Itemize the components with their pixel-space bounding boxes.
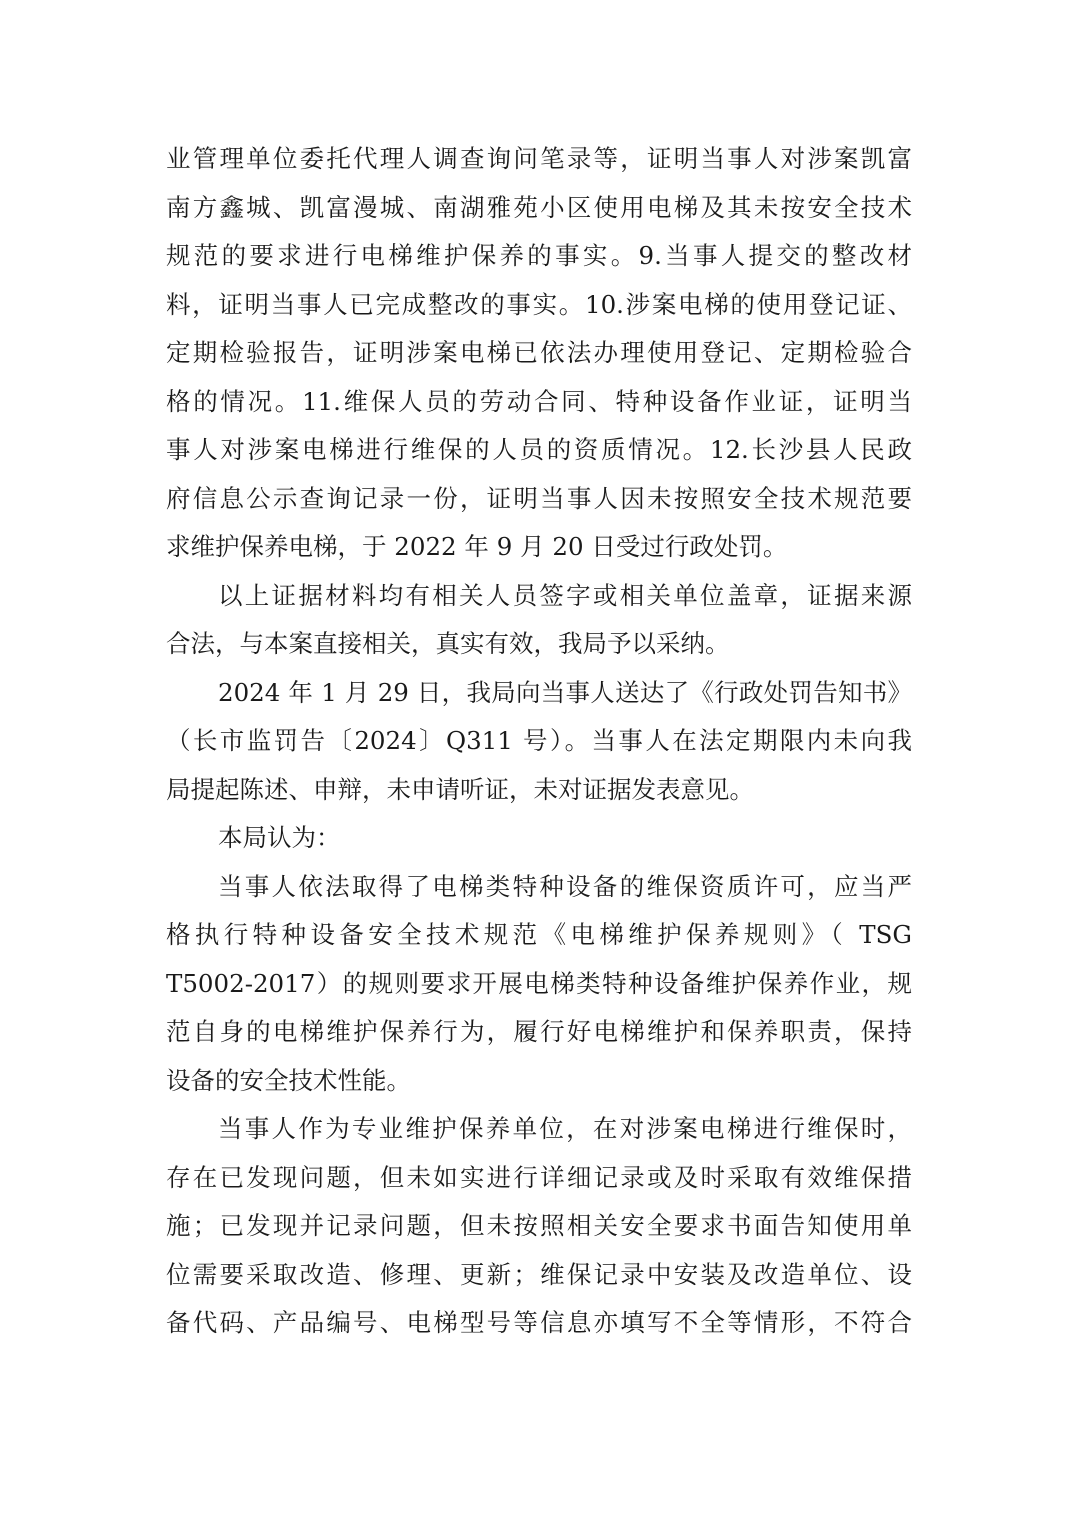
text-line-10: 以上证据材料均有相关人员签字或相关单位盖章，证据来源	[218, 581, 912, 610]
text-line-18: T5002-2017）的规则要求开展电梯类特种设备维护保养作业，规	[166, 969, 912, 998]
text-line-4: 料，证明当事人已完成整改的事实。10.涉案电梯的使用登记证、	[166, 290, 912, 319]
text-line-3: 规范的要求进行电梯维护保养的事实。9.当事人提交的整改材	[166, 241, 912, 270]
text-line-11: 合法，与本案直接相关，真实有效，我局予以采纳。	[166, 629, 730, 658]
text-line-16: 当事人依法取得了电梯类特种设备的维保资质许可，应当严	[218, 872, 912, 901]
text-line-21: 当事人作为专业维护保养单位，在对涉案电梯进行维保时，	[218, 1114, 912, 1143]
text-line-15: 本局认为：	[218, 823, 341, 852]
text-line-25: 备代码、产品编号、电梯型号等信息亦填写不全等情形，不符合	[166, 1308, 912, 1337]
text-line-13: （长市监罚告〔2024〕Q311 号）。当事人在法定期限内未向我	[166, 726, 912, 755]
text-line-22: 存在已发现问题，但未如实进行详细记录或及时采取有效维保措	[166, 1163, 912, 1192]
text-line-7: 事人对涉案电梯进行维保的人员的资质情况。12.长沙县人民政	[166, 435, 912, 464]
text-line-24: 位需要采取改造、修理、更新；维保记录中安装及改造单位、设	[166, 1260, 912, 1289]
text-line-20: 设备的安全技术性能。	[166, 1066, 411, 1095]
text-line-12: 2024 年 1 月 29 日，我局向当事人送达了《行政处罚告知书》	[218, 678, 912, 707]
text-line-14: 局提起陈述、申辩，未申请听证，未对证据发表意见。	[166, 775, 754, 804]
text-line-2: 南方鑫城、凯富漫城、南湖雅苑小区使用电梯及其未按安全技术	[166, 193, 912, 222]
text-line-9: 求维护保养电梯，于 2022 年 9 月 20 日受过行政处罚。	[166, 532, 788, 561]
text-line-23: 施；已发现并记录问题，但未按照相关安全要求书面告知使用单	[166, 1211, 912, 1240]
text-line-5: 定期检验报告，证明涉案电梯已依法办理使用登记、定期检验合	[166, 338, 912, 367]
text-line-8: 府信息公示查询记录一份，证明当事人因未按照安全技术规范要	[166, 484, 912, 513]
text-line-19: 范自身的电梯维护保养行为，履行好电梯维护和保养职责，保持	[166, 1017, 912, 1046]
text-line-6: 格的情况。11.维保人员的劳动合同、特种设备作业证，证明当	[166, 387, 912, 416]
text-line-1: 业管理单位委托代理人调查询问笔录等，证明当事人对涉案凯富	[166, 144, 912, 173]
text-line-17: 格执行特种设备安全技术规范《电梯维护保养规则》（ TSG	[166, 920, 912, 949]
